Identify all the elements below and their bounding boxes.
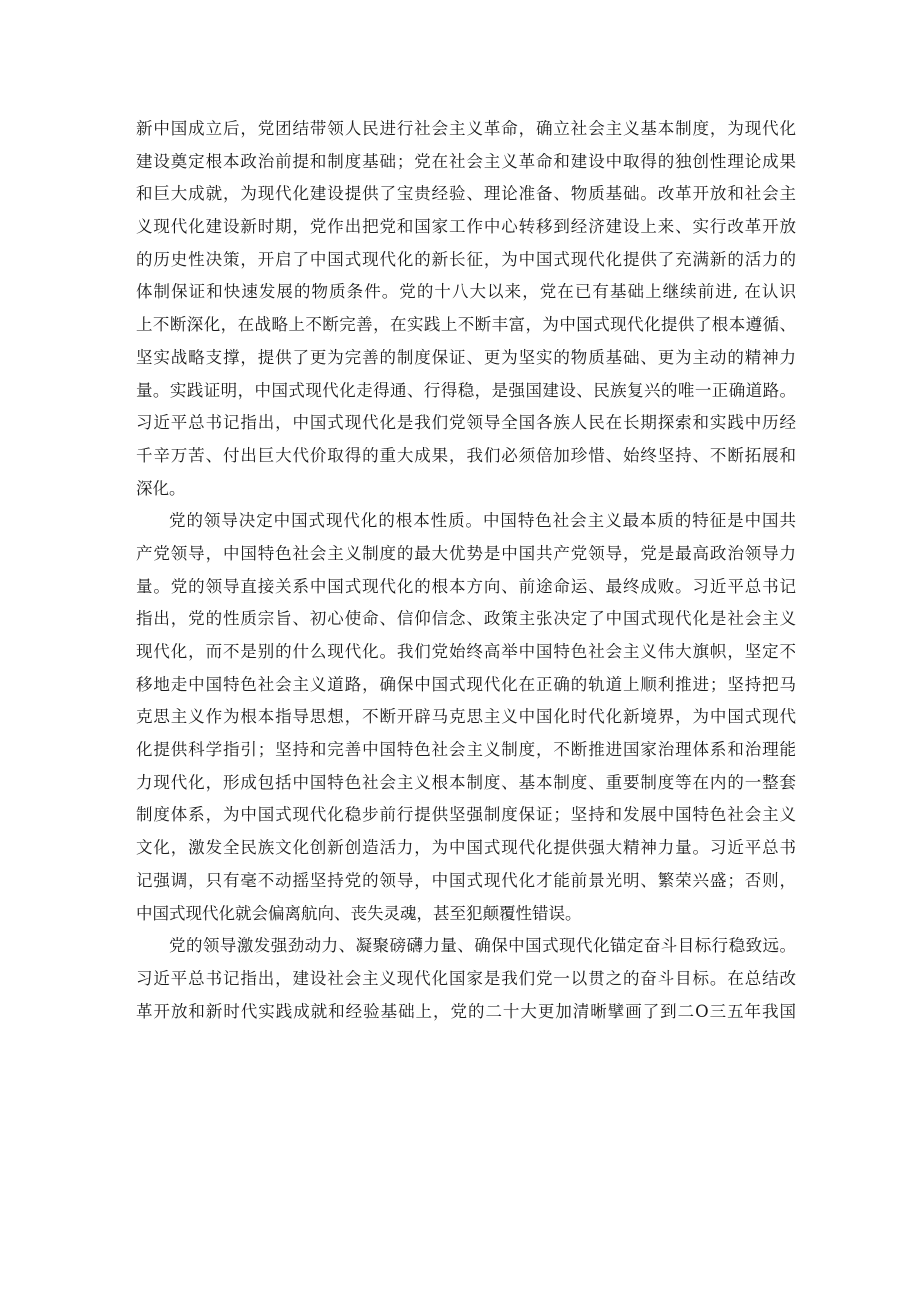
- text-line: 量。党的领导直接关系中国式现代化的根本方向、前途命运、最终成败。习近平总书记: [136, 576, 796, 596]
- paragraph-1: [136, 113, 796, 505]
- text-line: 中国式现代化就会偏离航向、丧失灵魂，甚至犯颠覆性错误。: [136, 903, 582, 923]
- text-line: 力现代化，形成包括中国特色社会主义根本制度、基本制度、重要制度等在内的一整套: [136, 772, 796, 792]
- text-line: 量。实践证明，中国式现代化走得通、行得稳，是强国建设、民族复兴的唯一正确道路。: [136, 380, 796, 400]
- text-line: 制度体系，为中国式现代化稳步前行提供坚强制度保证；坚持和发展中国特色社会主义: [136, 805, 796, 825]
- text-line: 记强调，只有毫不动摇坚持党的领导，中国式现代化才能前景光明、繁荣兴盛；否则，: [136, 870, 796, 890]
- text-line: 现代化，而不是别的什么现代化。我们党始终高举中国特色社会主义伟大旗帜，坚定不: [136, 642, 796, 661]
- text-line: 化提供科学指引；坚持和完善中国特色社会主义制度，不断推进国家治理体系和治理能: [136, 740, 796, 760]
- text-line: 坚实战略支撑，提供了更为完善的制度保证、更为坚实的物质基础、更为主动的精神力: [136, 347, 796, 367]
- text-line: 习近平总书记指出，建设社会主义现代化国家是我们党一以贯之的奋斗目标。在总结改: [136, 968, 796, 988]
- text-line: 克思主义作为根本指导思想，不断开辟马克思主义中国化时代化新境界，为中国式现代: [136, 707, 796, 727]
- text-line: 体制保证和快速发展的物质条件。党的十八大以来，党在已有基础上继续前进, 在认识: [136, 282, 796, 302]
- paragraph-2: [136, 505, 796, 930]
- document-body: [136, 113, 796, 1028]
- text-line: 移地走中国特色社会主义道路，确保中国式现代化在正确的轨道上顺利推进；坚持把马: [136, 674, 796, 694]
- text-line: 新中国成立后，党团结带领人民进行社会主义革命，确立社会主义基本制度，为现代化: [136, 119, 796, 138]
- text-line: 指出，党的性质宗旨、初心使命、信仰信念、政策主张决定了中国式现代化是社会主义: [136, 609, 796, 629]
- text-line: 深化。: [136, 478, 186, 498]
- text-line: 文化，激发全民族文化创新创造活力，为中国式现代化提供强大精神力量。习近平总书: [136, 838, 796, 858]
- text-line: 党的领导决定中国式现代化的根本性质。中国特色社会主义最本质的特征是中国共: [169, 511, 796, 531]
- text-line: 建设奠定根本政治前提和制度基础；党在社会主义革命和建设中取得的独创性理论成果: [136, 151, 796, 171]
- text-line: 千辛万苦、付出巨大代价取得的重大成果，我们必须倍加珍惜、始终坚持、不断拓展和: [136, 445, 796, 465]
- text-line: 产党领导，中国特色社会主义制度的最大优势是中国共产党领导，党是最高政治领导力: [136, 543, 796, 563]
- text-line: 党的领导激发强劲动力、凝聚磅礴力量、确保中国式现代化锚定奋斗目标行稳致远。: [169, 936, 796, 956]
- text-line: 革开放和新时代实践成就和经验基础上，党的二十大更加清晰擘画了到二O三五年我国: [136, 1001, 796, 1021]
- text-line: 和巨大成就，为现代化建设提供了宝贵经验、理论准备、物质基础。改革开放和社会主: [136, 184, 796, 204]
- text-line: 义现代化建设新时期，党作出把党和国家工作中心转移到经济建设上来、实行改革开放: [136, 217, 796, 237]
- text-line: 的历史性决策，开启了中国式现代化的新长征，为中国式现代化提供了充满新的活力的: [136, 249, 796, 269]
- paragraph-3: [136, 930, 796, 1028]
- text-line: 习近平总书记指出，中国式现代化是我们党领导全国各族人民在长期探索和实践中历经: [136, 413, 796, 433]
- text-line: 上不断深化，在战略上不断完善，在实践上不断丰富，为中国式现代化提供了根本遵循、: [136, 315, 796, 335]
